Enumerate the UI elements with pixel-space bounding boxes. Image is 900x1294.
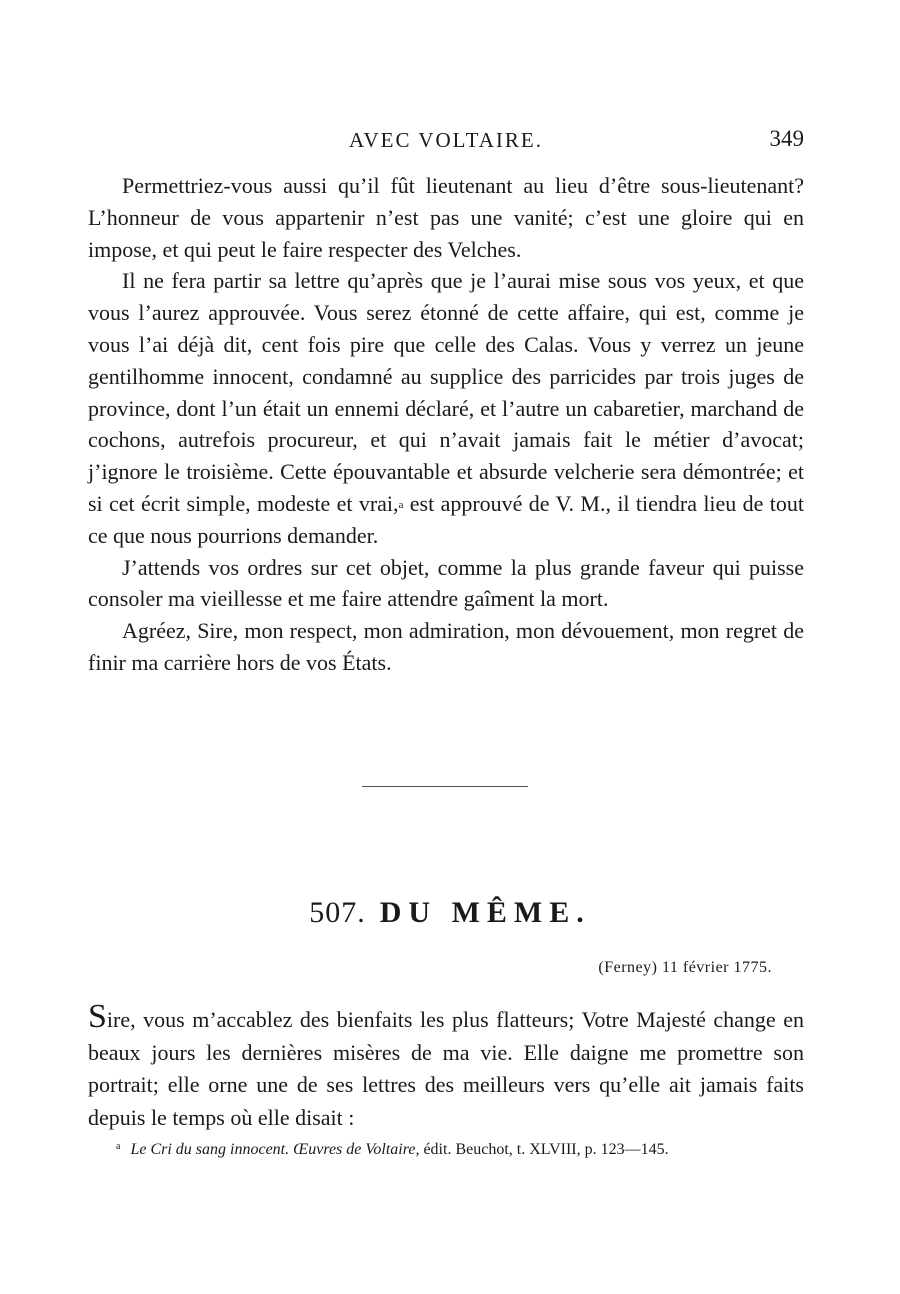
running-head bbox=[88, 126, 804, 156]
running-title: AVEC VOLTAIRE. bbox=[349, 128, 543, 152]
footnote-italic-title: Le Cri du sang innocent. Œuvres de Voltaire, bbox=[130, 1141, 420, 1158]
section-divider bbox=[362, 786, 528, 787]
paragraph-2 bbox=[88, 265, 804, 551]
page-number: 349 bbox=[769, 126, 804, 151]
letter-opening-paragraph bbox=[88, 998, 804, 1134]
footnote bbox=[116, 1141, 806, 1159]
initial-letter: S bbox=[88, 998, 107, 1035]
footnote-reference: a bbox=[398, 498, 404, 511]
letter-title: DU MÊME. bbox=[379, 896, 591, 929]
paragraph-2-tail: est approuvé de V. M., il tiendra lieu de tout ce que nous pourrions demander. bbox=[88, 490, 804, 548]
letter-opening-text: ire, vous m’accablez des bienfaits les plus flatteurs; Votre Majesté change en beaux jours les dernières misères de ma vie. Elle daigne me promettre son portrait; elle orne une de ses lettres des meilleurs vers qu’elle ait jamais faits depuis le temps où elle disait : bbox=[88, 1007, 804, 1130]
footnote-details: édit. Beuchot, t. XLVIII, p. 123—145. bbox=[419, 1141, 669, 1158]
paragraph-4: Agréez, Sire, mon respect, mon admiration, mon dévouement, mon regret de finir ma carrière hors de vos États. bbox=[88, 618, 804, 675]
paragraph-2-text: Il ne fera partir sa lettre qu’après que je l’aurai mise sous vos yeux, et que vous l’aurez approuvée. Vous serez étonné de cette affaire, qui est, comme je vous l’ai déjà dit, cent fois pire que celle des Calas. Vous y verrez un jeune gentilhomme innocent, condamné au supplice des parricides par trois juges de province, dont l’un était un ennemi déclaré, et l’autre un cabaretier, marchand de cochons, autrefois procureur, et qui n’avait jamais fait le métier d’avocat; j’ignore le troisième. Cette épouvantable et absurde velcherie sera démontrée; et si cet écrit simple, modeste et vrai, bbox=[88, 268, 804, 516]
dateline: (Ferney) 11 février 1775. bbox=[598, 959, 772, 976]
letter-number: 507. bbox=[309, 896, 366, 929]
letter-heading bbox=[0, 896, 900, 930]
letter-body bbox=[88, 998, 804, 1134]
footnote-mark: a bbox=[116, 1141, 121, 1152]
paragraph-1: Permettriez-vous aussi qu’il fût lieutenant au lieu d’être sous-lieutenant? L’honneur de vous appartenir n’est pas une vanité; c’est une gloire qui en impose, et qui peut le faire respecter des Velches. bbox=[88, 173, 804, 262]
letter-continuation bbox=[88, 170, 804, 679]
paragraph-3: J’attends vos ordres sur cet objet, comme la plus grande faveur qui puisse consoler ma vieillesse et me faire attendre gaîment la mort. bbox=[88, 554, 804, 612]
